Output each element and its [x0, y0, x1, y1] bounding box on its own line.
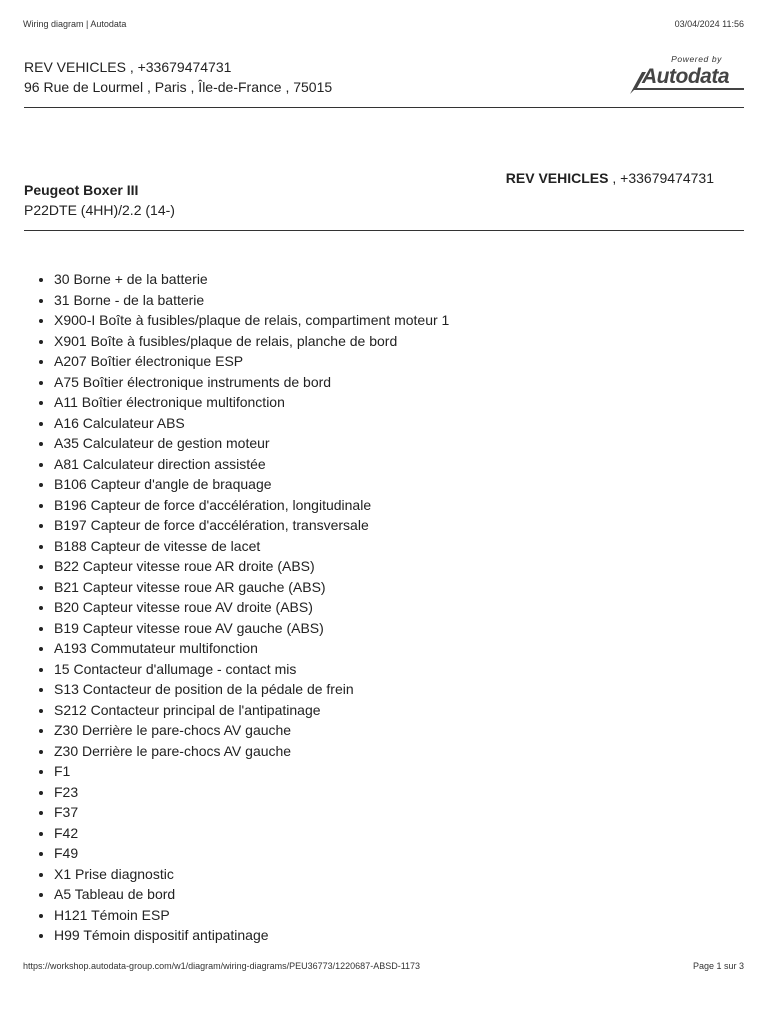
vehicle-name: Peugeot Boxer III — [24, 182, 139, 198]
page-number: Page 1 sur 3 — [692, 961, 744, 971]
list-item: A35 Calculateur de gestion moteur — [54, 433, 449, 454]
list-item: F49 — [54, 843, 449, 864]
print-datetime: 03/04/2024 11:56 — [674, 19, 744, 29]
list-item: B188 Capteur de vitesse de lacet — [54, 536, 449, 557]
list-item: 15 Contacteur d'allumage - contact mis — [54, 659, 449, 680]
print-title: Wiring diagram | Autodata — [23, 19, 127, 29]
company-address: 96 Rue de Lourmel , Paris , Île-de-France , 75015 — [24, 79, 333, 95]
list-item: Z30 Derrière le pare-chocs AV gauche — [54, 741, 449, 762]
autodata-brand — [628, 54, 744, 96]
list-item: B197 Capteur de force d'accélération, transversale — [54, 515, 449, 536]
list-item: F37 — [54, 802, 449, 823]
page-url: https://workshop.autodata-group.com/w1/diagram/wiring-diagrams/PEU36773/1220687-ABSD-1173 — [23, 961, 421, 971]
list-item: 31 Borne - de la batterie — [54, 290, 449, 311]
list-item: F42 — [54, 823, 449, 844]
vehicle-divider — [24, 230, 744, 231]
list-item: B22 Capteur vitesse roue AR droite (ABS) — [54, 556, 449, 577]
dealer-phone: , +33679474731 — [608, 170, 714, 186]
list-item: A81 Calculateur direction assistée — [54, 454, 449, 475]
company-name-phone: REV VEHICLES , +33679474731 — [24, 59, 232, 75]
list-item: A5 Tableau de bord — [54, 884, 449, 905]
list-item: A16 Calculateur ABS — [54, 413, 449, 434]
dealer-info — [506, 170, 714, 186]
list-item: H99 Témoin dispositif antipatinage — [54, 925, 449, 946]
vehicle-engine: P22DTE (4HH)/2.2 (14-) — [24, 202, 175, 218]
vehicle-info — [24, 180, 175, 220]
list-item: 30 Borne + de la batterie — [54, 269, 449, 290]
header-divider — [24, 107, 744, 108]
list-item: B19 Capteur vitesse roue AV gauche (ABS) — [54, 618, 449, 639]
list-item: B20 Capteur vitesse roue AV droite (ABS) — [54, 597, 449, 618]
list-item: A11 Boîtier électronique multifonction — [54, 392, 449, 413]
print-header — [23, 19, 744, 29]
autodata-logo-text: Autodata — [642, 65, 729, 88]
list-item: F23 — [54, 782, 449, 803]
list-item: X900-I Boîte à fusibles/plaque de relais, compartiment moteur 1 — [54, 310, 449, 331]
list-item: B21 Capteur vitesse roue AR gauche (ABS) — [54, 577, 449, 598]
list-item: H121 Témoin ESP — [54, 905, 449, 926]
dealer-name: REV VEHICLES — [505, 170, 609, 186]
list-item: A207 Boîtier électronique ESP — [54, 351, 449, 372]
list-item: X1 Prise diagnostic — [54, 864, 449, 885]
company-info — [24, 57, 332, 97]
list-item: Z30 Derrière le pare-chocs AV gauche — [54, 720, 449, 741]
list-item: A75 Boîtier électronique instruments de bord — [54, 372, 449, 393]
list-item: S212 Contacteur principal de l'antipatinage — [54, 700, 449, 721]
list-item: B196 Capteur de force d'accélération, longitudinale — [54, 495, 449, 516]
list-item: S13 Contacteur de position de la pédale de frein — [54, 679, 449, 700]
powered-by-label: Powered by — [671, 54, 722, 64]
component-list — [54, 269, 449, 946]
list-item: B106 Capteur d'angle de braquage — [54, 474, 449, 495]
list-item: F1 — [54, 761, 449, 782]
print-footer — [23, 961, 744, 971]
list-item: A193 Commutateur multifonction — [54, 638, 449, 659]
list-item: X901 Boîte à fusibles/plaque de relais, planche de bord — [54, 331, 449, 352]
